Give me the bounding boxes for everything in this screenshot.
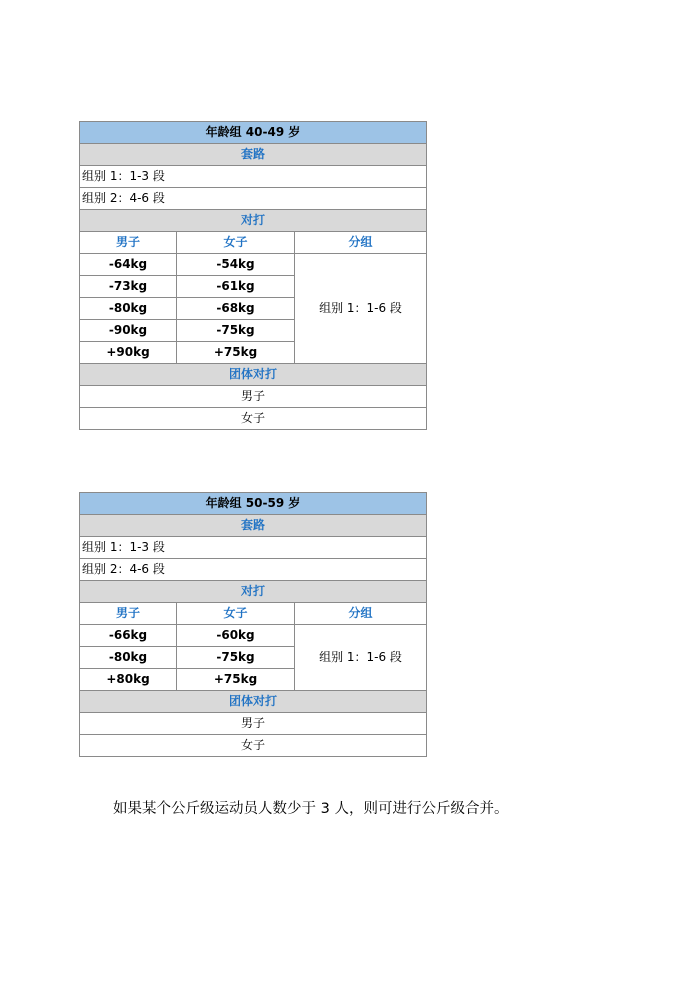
weight-merge-note: 如果某个公斤级运动员人数少于 3 人，则可进行公斤级合并。	[113, 801, 509, 817]
female-weight-cell: -68kg	[177, 298, 295, 320]
team-row: 女子	[80, 408, 427, 430]
female-weight-cell: -54kg	[177, 254, 295, 276]
column-header-group: 分组	[295, 232, 427, 254]
female-weight-cell: -75kg	[177, 320, 295, 342]
team-row: 男子	[80, 713, 427, 735]
female-weight-cell: +75kg	[177, 669, 295, 691]
group-note-cell: 组别 1：1-6 段	[295, 625, 427, 691]
table-title: 年龄组 40-49 岁	[80, 122, 427, 144]
male-weight-cell: -80kg	[80, 647, 177, 669]
kata-group-row: 组别 1：1-3 段	[80, 537, 427, 559]
female-weight-cell: -75kg	[177, 647, 295, 669]
column-header-male: 男子	[80, 232, 177, 254]
sparring-section-header: 对打	[80, 210, 427, 232]
kata-section-header: 套路	[80, 144, 427, 166]
column-header-female: 女子	[177, 603, 295, 625]
table-title: 年龄组 50-59 岁	[80, 493, 427, 515]
team-section-header: 团体对打	[80, 691, 427, 713]
male-weight-cell: -90kg	[80, 320, 177, 342]
sparring-section-header: 对打	[80, 581, 427, 603]
female-weight-cell: -61kg	[177, 276, 295, 298]
male-weight-cell: +80kg	[80, 669, 177, 691]
team-section-header: 团体对打	[80, 364, 427, 386]
kata-group-row: 组别 2：4-6 段	[80, 559, 427, 581]
column-header-group: 分组	[295, 603, 427, 625]
male-weight-cell: -66kg	[80, 625, 177, 647]
team-row: 男子	[80, 386, 427, 408]
kata-section-header: 套路	[80, 515, 427, 537]
female-weight-cell: -60kg	[177, 625, 295, 647]
female-weight-cell: +75kg	[177, 342, 295, 364]
column-header-male: 男子	[80, 603, 177, 625]
column-header-female: 女子	[177, 232, 295, 254]
kata-group-row: 组别 1：1-3 段	[80, 166, 427, 188]
team-row: 女子	[80, 735, 427, 757]
male-weight-cell: -73kg	[80, 276, 177, 298]
male-weight-cell: +90kg	[80, 342, 177, 364]
kata-group-row: 组别 2：4-6 段	[80, 188, 427, 210]
male-weight-cell: -80kg	[80, 298, 177, 320]
male-weight-cell: -64kg	[80, 254, 177, 276]
age-group-table-40-49	[79, 121, 427, 430]
group-note-cell: 组别 1：1-6 段	[295, 254, 427, 364]
age-group-table-50-59	[79, 492, 427, 757]
